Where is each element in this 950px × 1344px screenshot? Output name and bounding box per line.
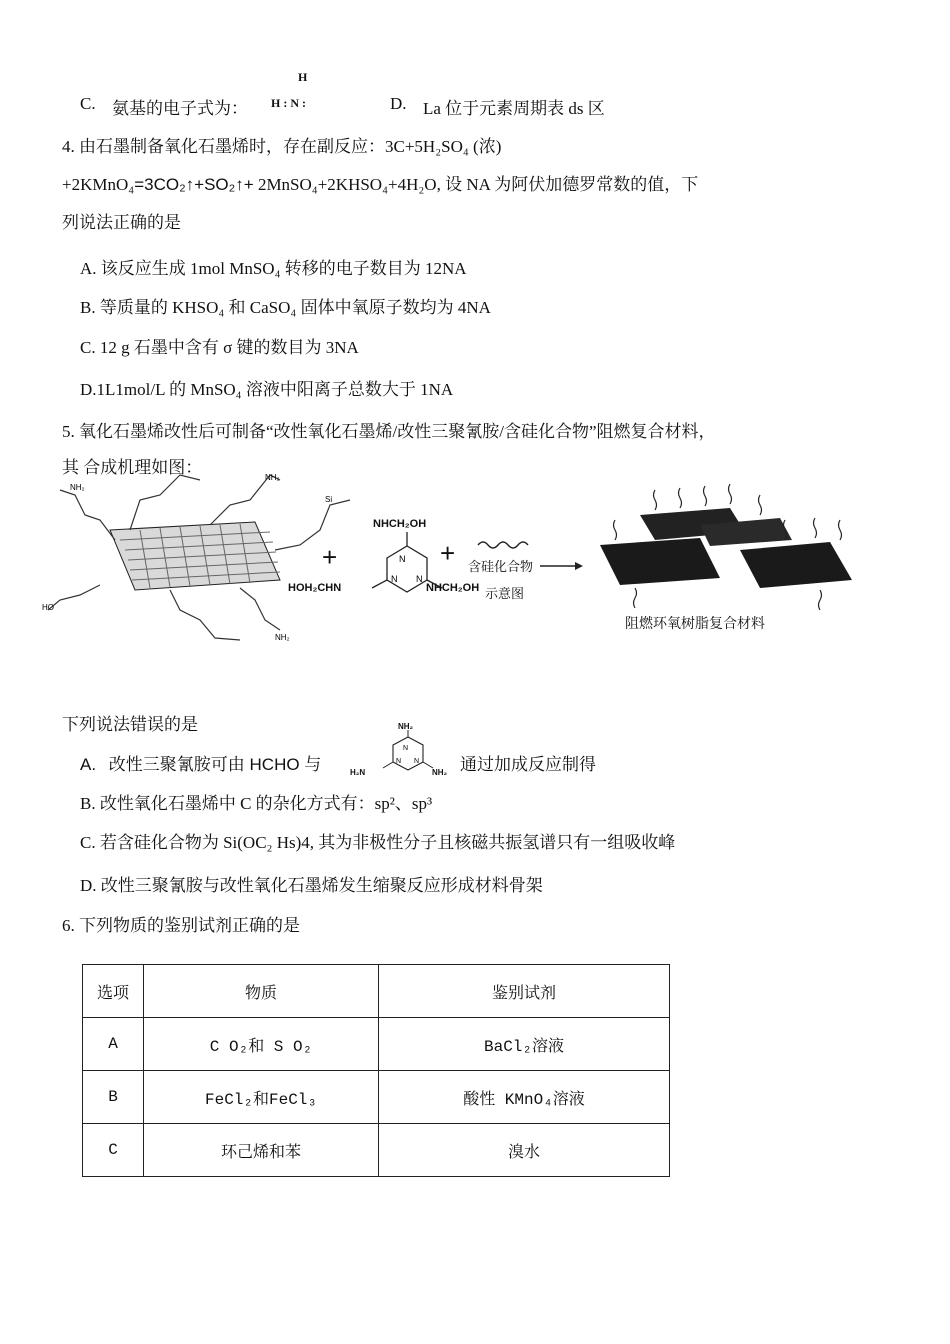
- svg-text:N: N: [391, 574, 398, 584]
- table-row: [83, 1071, 670, 1124]
- product-label: 阻燃环氧树脂复合材料: [625, 615, 765, 631]
- table-cell-substance: C O₂和 S O₂: [144, 1018, 379, 1071]
- q3-option-d-label: D.: [390, 94, 407, 113]
- q4-option-a: A. 该反应生成 1mol MnSO₄ 转移的电子数目为 12NA: [80, 259, 467, 278]
- schematic-label: 示意图: [485, 586, 525, 601]
- q5-option-d: D. 改性三聚氰胺与改性氧化石墨烯发生缩聚反应形成材料骨架: [80, 876, 543, 895]
- q5-stem-line2: 其 合成机理如图：: [62, 458, 203, 477]
- q5-option-b: B. 改性氧化石墨烯中 C 的杂化方式有：sp²、sp³: [80, 794, 433, 813]
- table-row: [83, 1124, 670, 1177]
- melamine-right-group: NHCH₂OH: [426, 582, 480, 594]
- q4-option-c: C. 12 g 石墨中含有 σ 键的数目为 3NA: [80, 338, 359, 357]
- svg-text:N: N: [399, 554, 406, 564]
- q4-stem-part-a: +2KMnO₄: [62, 175, 135, 194]
- melamine-structure: [348, 720, 458, 795]
- table-header-row: [83, 965, 670, 1018]
- q5-option-a: [80, 750, 321, 775]
- plus-sign-2: +: [440, 538, 456, 568]
- svg-text:Si: Si: [325, 495, 333, 504]
- lewis-structure: H : N :: [271, 96, 306, 110]
- q4-option-b: B. 等质量的 KHSO₄ 和 CaSO₄ 固体中氧原子数均为 4NA: [80, 298, 491, 317]
- q4-stem-line1: 4. 由石墨制备氧化石墨烯时，存在副反应：3C+5H₂SO₄ (浓): [62, 137, 502, 156]
- svg-text:N: N: [416, 574, 423, 584]
- table-header-substance: 物质: [144, 965, 379, 1018]
- melamine-nh2-right: NH₂: [432, 768, 448, 777]
- table-cell-reagent: BaCl₂溶液: [379, 1018, 670, 1071]
- svg-text:N: N: [414, 758, 420, 765]
- graphene-oxide-sheet: [110, 522, 280, 590]
- plus-sign-1: +: [322, 542, 338, 572]
- table-cell-option: A: [83, 1018, 144, 1071]
- q4-stem-part-b: =3CO₂↑+SO₂↑+: [134, 175, 254, 194]
- silicon-compound-wave: [478, 542, 528, 548]
- svg-text:HO: HO: [42, 603, 54, 612]
- table-cell-reagent: 溴水: [379, 1124, 670, 1177]
- q5-question: 下列说法错误的是: [62, 715, 198, 734]
- melamine-left-group: HOH₂CHN: [288, 582, 342, 594]
- table-header-reagent: 鉴别试剂: [379, 965, 670, 1018]
- melamine-top-group: NHCH₂OH: [373, 518, 427, 530]
- melamine-svg: [348, 720, 458, 795]
- svg-text:N: N: [403, 745, 409, 752]
- q4-stem-part-c: 2MnSO₄+2KHSO₄+4H₂O, 设 NA 为阿伏加德罗常数的值，下: [253, 175, 699, 194]
- svg-text:NH₂: NH₂: [275, 633, 290, 642]
- lewis-structure-top: H: [298, 70, 308, 84]
- q5-option-a-label: A.: [80, 755, 97, 774]
- table-header-option: 选项: [83, 965, 144, 1018]
- table-cell-reagent: 酸性 KMnO₄溶液: [379, 1071, 670, 1124]
- silicon-compound-label: 含硅化合物: [468, 559, 534, 574]
- table-cell-substance: FeCl₂和FeCl₃: [144, 1071, 379, 1124]
- q5-option-a-text2: 通过加成反应制得: [460, 755, 596, 774]
- q5-option-a-text1: 改性三聚氰胺可由 HCHO 与: [108, 755, 322, 774]
- svg-text:NH₂: NH₂: [70, 483, 85, 492]
- table-cell-option: C: [83, 1124, 144, 1177]
- q4-stem-line2: [62, 170, 698, 195]
- q3-option-c-label: C.: [80, 94, 96, 113]
- table-row: [83, 1018, 670, 1071]
- q4-option-d: D.1L1mol/L 的 MnSO₄ 溶液中阳离子总数大于 1NA: [80, 380, 454, 399]
- svg-text:N: N: [396, 758, 402, 765]
- svg-text:NH₂: NH₂: [265, 473, 280, 482]
- melamine-nh2-top: NH₂: [398, 722, 414, 731]
- q3-option-d-text: La 位于元素周期表 ds 区: [423, 99, 605, 118]
- reagent-table: [82, 964, 670, 1177]
- synthesis-mechanism-figure: [40, 470, 855, 645]
- q5-option-c: C. 若含硅化合物为 Si(OC₂ Hs)4, 其为非极性分子且核磁共振氢谱只有一组吸收峰: [80, 833, 676, 852]
- q6-stem: 6. 下列物质的鉴别试剂正确的是: [62, 916, 300, 935]
- melamine-nh2-left: H₂N: [350, 768, 366, 777]
- q3-option-c-text: 氨基的电子式为：: [112, 99, 248, 118]
- q4-stem-line3: 列说法正确的是: [62, 213, 181, 232]
- table-cell-option: B: [83, 1071, 144, 1124]
- table-cell-substance: 环己烯和苯: [144, 1124, 379, 1177]
- q5-stem-line1: 5. 氧化石墨烯改性后可制备“改性氧化石墨烯/改性三聚氰胺/含硅化合物”阻燃复合材料，: [62, 422, 716, 441]
- reaction-arrow: [540, 562, 583, 570]
